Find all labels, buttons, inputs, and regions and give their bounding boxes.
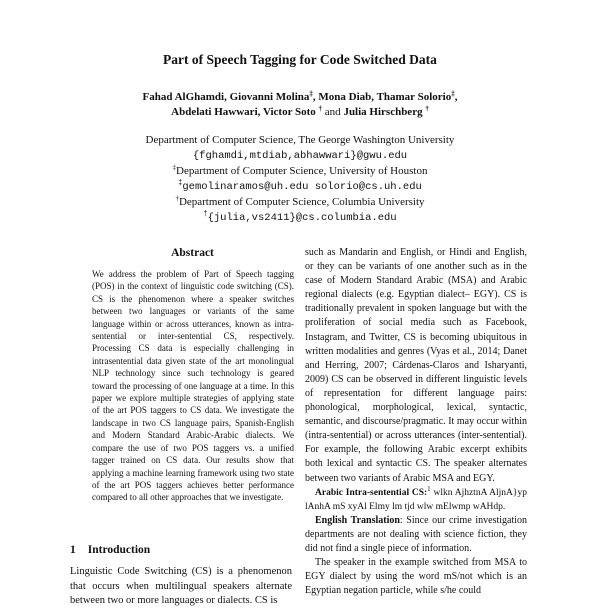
email-uh-text: gemolinaramos@uh.edu solorio@cs.uh.edu bbox=[182, 180, 422, 193]
body-paragraph: such as Mandarin and English, or Hindi and English, or they can be variants of one another such as in the case of Modern Standard Arabic (MSA) and Arabic regional dialects (e.g. Egyptian dialect– EGY). CS is traditionally prevalent in spoken language but with the proliferation of social media such as Facebook, Instagram, and Twitter, CS is becoming ubiquitous in written modalities and genres (Vyas et al., 2014; Danet and Herring, 2007; Cárdenas-Claros and Isharyanti, 2009) CS can be observed in different linguistic levels of representation for different language pairs: phonological, morphological, lexical, syntactic, semantic, and discourse/pragmatic. It may occur within (intra-sentential) or across utterances (inter-sentential). For example, the following Arabic excerpt exhibits both lexical and syntactic CS. The speaker alternates between two variants of Arabic MSA and EGY. bbox=[305, 247, 527, 484]
affiliation-mark: † bbox=[203, 210, 208, 218]
email-uh bbox=[0, 180, 600, 196]
author-conjunction: and bbox=[322, 106, 344, 118]
author-name: Victor Soto bbox=[262, 106, 319, 118]
right-column bbox=[305, 246, 527, 598]
affiliations bbox=[0, 133, 600, 226]
footnote-mark: 1 bbox=[427, 484, 431, 493]
author-separator: , bbox=[454, 91, 458, 103]
affiliation-uh-text: Department of Computer Science, University of Houston bbox=[176, 165, 428, 177]
affiliation-mark: ‡ bbox=[309, 89, 313, 98]
author-name: , Mona Diab, bbox=[312, 91, 377, 103]
body-paragraph: The speaker in the example switched from MSA to EGY dialect by using the word mS/not which is an Egyptian negation particle, while s/he could bbox=[305, 557, 527, 597]
affiliation-mark: ‡ bbox=[178, 179, 183, 187]
affiliation-mark: † bbox=[175, 194, 179, 203]
paper-title: Part of Speech Tagging for Code Switched Data bbox=[163, 52, 437, 67]
affiliation-gwu: Department of Computer Science, The George Washington University bbox=[145, 134, 455, 146]
translation-paragraph bbox=[305, 514, 527, 556]
section-heading bbox=[70, 544, 150, 556]
affiliation-mark: † bbox=[318, 104, 323, 113]
email-cu-text: {julia,vs2411}@cs.columbia.edu bbox=[207, 211, 397, 224]
author-name: Fahad AlGhamdi, bbox=[142, 91, 230, 103]
email-cu bbox=[0, 211, 600, 227]
author-name: Giovanni Molina bbox=[229, 91, 310, 103]
abstract-body: We address the problem of Part of Speech tagging (POS) in the context of linguistic code switching (CS). CS is the phenomenon where a speaker switches between two languages or variants of the same language within or across utterances, known as intra-sentential or inter-sentential CS, respectively. Processing CS data is especially challenging in intrasentential data given state of the art monolingual NLP technology since such technology is geared toward the processing of one language at a time. In this paper we explore multiple strategies of applying state of the art POS taggers to CS data. We investigate the landscape in two CS language pairs, Spanish-English and Modern Standard Arabic-Arabic dialects. We compare the use of two POS taggers vs. a unified tagger trained on CS data. Our results show that applying a machine learning framework using two state of the art POS taggers achieves better performance compared to all other approaches that we investigate. bbox=[92, 269, 294, 503]
affiliation-mark: ‡ bbox=[172, 163, 177, 172]
author-list bbox=[0, 90, 600, 120]
author-name: Abdelati Hawwari, bbox=[171, 106, 263, 118]
section-title: Introduction bbox=[87, 544, 151, 556]
author-name: Julia Hirschberg bbox=[343, 106, 426, 118]
affiliation-uh bbox=[0, 164, 600, 180]
abstract-heading: Abstract bbox=[171, 247, 214, 259]
affiliation-mark: ‡ bbox=[451, 89, 455, 98]
translation-text: : Since our crime investigation departments are not dealing with science fiction, they did not find a single piece of information. bbox=[305, 514, 528, 554]
author-name: Thamar Solorio bbox=[376, 91, 452, 103]
example-text: wlkn AjhztnA AljnA}yp lAnhA mS xyAl Elmy lm tjd wlw mElwmp wAHdp. bbox=[305, 487, 527, 512]
affiliation-mark: † bbox=[425, 104, 429, 113]
author-line-2 bbox=[0, 105, 600, 120]
author-line-1 bbox=[0, 90, 600, 105]
example-label: Arabic Intra-sentential CS: bbox=[315, 487, 428, 498]
example-paragraph bbox=[305, 486, 527, 514]
email-gwu: {fghamdi,mtdiab,abhawwari}@gwu.edu bbox=[192, 149, 408, 162]
section-number: 1 bbox=[70, 544, 76, 556]
affiliation-cu bbox=[0, 195, 600, 211]
affiliation-cu-text: Department of Computer Science, Columbia University bbox=[178, 196, 425, 208]
translation-label: English Translation bbox=[315, 514, 400, 526]
intro-paragraph: Linguistic Code Switching (CS) is a phenomenon that occurs when multilingual speakers alternate between two or more languages or dialects. CS is bbox=[70, 566, 292, 606]
